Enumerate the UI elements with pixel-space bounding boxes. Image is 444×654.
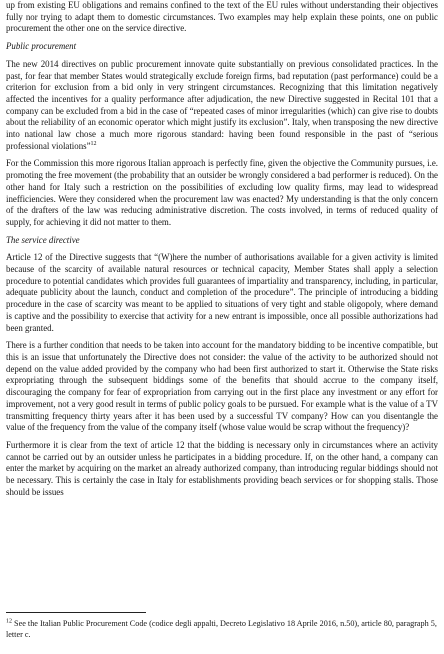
footnote-text: See the Italian Public Procurement Code (codice degli appalti, Decreto Legislativo 18 Aprile 2016, n.50), article 80, paragraph 5, letter c. <box>6 619 437 640</box>
paragraph-service-1: Article 12 of the Directive suggests that “(W)here the number of authorisations available for a given activity is limited because of the scarcity of available natural resources or technical capacity, Member States shall apply a selection procedure to potential candidates which provides full guarantees of impartiality and transparency, including, in particular, adequate publicity about the launch, conduct and completion of the procedure”. The principle of introducing a bidding procedure in the case of scarcity was meant to be applied to situations of very tight and stable oligopoly, where demand is captive and the possibility to exercise that activity for a new entrant is impossible, once all possible authorizations had been granted. <box>6 252 438 333</box>
paragraph-procurement-1 <box>6 59 438 153</box>
paragraph-intro: up from existing EU obligations and remains confined to the text of the EU rules without understanding their objectives fully nor trying to adapt them to domestic circumstances. Two examples may help explain these points, one on public procurement the other one on the service directive. <box>6 0 438 34</box>
section-heading-service-directive: The service directive <box>6 234 80 245</box>
section-heading-public-procurement: Public procurement <box>6 41 77 52</box>
footnote-reference[interactable]: 12 <box>90 140 97 147</box>
paragraph-service-3: Furthermore it is clear from the text of article 12 that the bidding is necessary only in circumstances where an activity cannot be carried out by an outsider unless he participates in a bidding procedure. If, on the other hand, a company can enter the market by acquiring on the market an already authorized company, than introducing regular biddings should not be necessary. This is certainly the case in Italy for establishments providing beach services or for shopping stalls. Those should be issues <box>6 439 438 497</box>
footnote-number: 12 <box>6 618 12 625</box>
body-text <box>6 0 438 498</box>
footnote-divider <box>6 612 146 613</box>
footnote <box>6 618 438 640</box>
paragraph-procurement-1-text: The new 2014 directives on public procurement innovate quite substantially on previous consolidated practices. In the past, for fear that member States would strategically exclude foreign firms, bad reputation (past performance) could be a criterion for exclusion from a bid only in very stringent circumstances. Recognizing that this limitation negatively affected the incentives for a quality performance after adjudication, the new Directive suggested in Recital 101 that a company can be excluded from a bid in the case of “repeated cases of minor irregularities (which) can give rise to doubts about the reliability of an economic operator which might justify its exclusion”. Italy, when transposing the new directive into national law chose a much more rigorous standard: having been found responsible in the past of “serious professional violations” <box>6 58 438 151</box>
paragraph-service-2: There is a further condition that needs to be taken into account for the mandatory bidding to be incentive compatible, but this is an issue that unfortunately the Directive does not consider: the value of the activity to be authorized should not depend on the value added provided by the company who had been first authorized to start it. Otherwise the State risks expropriating through the subsequent biddings some of the benefits that should accrue to the company itself, discouraging the company for fear of expropriation from carrying out in the first place any investment or any effort for improvement, not a very good result in terms of public policy goals to be pursued. For example what is the value of a TV transmitting frequency thirty years after it has been used by a successful TV company? How can you disentangle the value of the frequency from the value of the company itself (whose value would be scrap without the frequency)? <box>6 340 438 433</box>
paragraph-procurement-2: For the Commission this more rigorous Italian approach is perfectly fine, given the objective the Community pursues, i.e. promoting the free movement (the probability that an outsider be wrongly considered a bad performer is reduced). On the other hand for Italy such a restriction on the possibilities of excluding low quality firms, may lead to widespread inefficiencies. Were they considered when the procurement law was enacted? My understanding is that the only concern of the drafters of the law was reducing administrative discretion. The costs involved, in terms of reduced quality of supply, for achieving it did not matter to them. <box>6 158 438 227</box>
